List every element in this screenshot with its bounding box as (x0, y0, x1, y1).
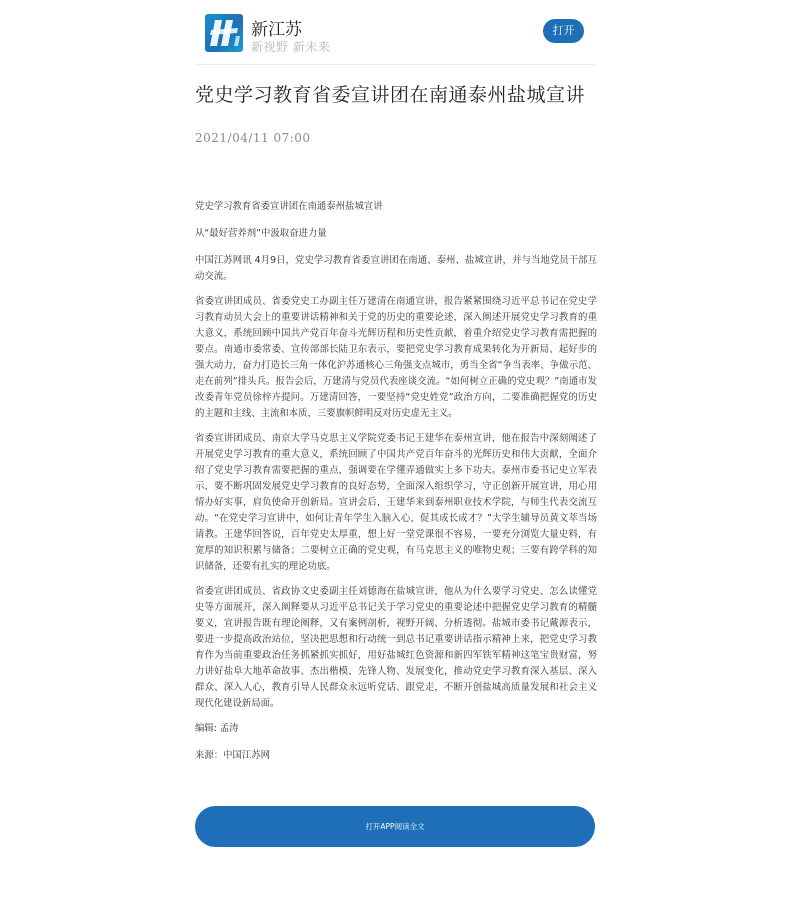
article-date: 2021/04/11 07:00 (195, 131, 311, 145)
app-name: 新江苏 (251, 20, 302, 40)
article-source: 来源：中国江苏网 (195, 750, 271, 761)
article-paragraph: 省委宣讲团成员、省委党史工办副主任万建清在南通宣讲，报告紧紧围绕习近平总书记在党史学习教育动员大会上的重要讲话精神和关于党的历史的重要论述，深入阐述开展党史学习教育的重大意义，系统回顾中国共产党百年奋斗光辉历程和历史性贡献，着重介绍党史学习教育需把握的要点。南通市委常委、宣传部部长陆卫东表示，要把党史学习教育成果转化为开新局、起好步的强大动力，奋力打造长三角一体化沪苏通核心三角强支点城市，勇当全省“争当表率、争做示范、走在前列”排头兵。报告会后，万建清与党员代表座谈交流。“如何树立正确的党史观？”南通市发改委青年党员徐梓卉提问。万建清回答，一要坚持“党史姓党”政治方向，二要准确把握党的历史的主题和主线、主流和本质，三要旗帜鲜明反对历史虚无主义。 (195, 296, 597, 419)
article-paragraph: 省委宣讲团成员、省政协文史委副主任刘德海在盐城宣讲，他从为什么要学习党史、怎么读懂党史等方面展开，深入阐释要从习近平总书记关于学习党史的重要论述中把握党史学习教育的精髓要义，宣讲报告既有理论阐释，又有案例剖析，视野开阔、分析透彻。盐城市委书记戴源表示，要进一步提高政治站位，坚决把思想和行动统一到总书记重要讲话指示精神上来，把党史学习教育作为当前重要政治任务抓紧抓实抓好，用好盐城红色资源和新四军铁军精神这笔宝贵财富，努力讲好盐阜大地革命故事、杰出楷模、先锋人物、发展变化，推动党史学习教育深入基层、深入群众、深入人心，教育引导人民群众永远听党话、跟党走，不断开创盐城高质量发展和社会主义现代化建设新局面。 (195, 586, 597, 709)
open-app-read-full-button[interactable]: 打开APP阅读全文 (195, 806, 595, 847)
article-title: 党史学习教育省委宣讲团在南通泰州盐城宣讲 (195, 84, 586, 106)
open-app-button[interactable]: 打开 (543, 19, 584, 43)
article-paragraph: 中国江苏网讯 4月9日，党史学习教育省委宣讲团在南通、泰州、盐城宣讲，并与当地党员干部互动交流。 (195, 255, 597, 282)
article-paragraph: 省委宣讲团成员、南京大学马克思主义学院党委书记王建华在泰州宣讲，他在报告中深刻阐述了开展党史学习教育的重大意义，系统回顾了中国共产党百年奋斗的光辉历史和伟大贡献，全面介绍了党史学习教育需要把握的重点，强调要在学懂弄通做实上多下功夫。泰州市委书记史立军表示，要不断巩固发展党史学习教育的良好态势，全面深入组织学习，守正创新开展宣讲，用心用情办好实事，肩负使命开创新局。宣讲会后，王建华来到泰州职业技术学院，与师生代表交流互动。“在党史学习宣讲中，如何让青年学生入脑入心，促其成长成才？”大学生辅导员黄文萃当场请教。王建华回答说，百年党史太厚重，想上好一堂党课很不容易，一要充分浏览大量史料，有宽厚的知识积累与储备；二要树立正确的党史观，有马克思主义的唯物史观；三要有跨学科的知识储备，还要有扎实的理论功底。 (195, 433, 597, 572)
app-slogan: 新视野 新未来 (251, 40, 331, 54)
article-paragraph: 从“最好营养剂”中汲取奋进力量 (195, 228, 327, 239)
article-paragraph: 党史学习教育省委宣讲团在南通泰州盐城宣讲 (195, 201, 383, 212)
app-header (195, 8, 595, 64)
article-editor: 编辑: 孟涛 (195, 723, 239, 734)
header-divider (195, 64, 595, 65)
app-logo-icon (205, 14, 243, 52)
article-body (195, 199, 597, 775)
